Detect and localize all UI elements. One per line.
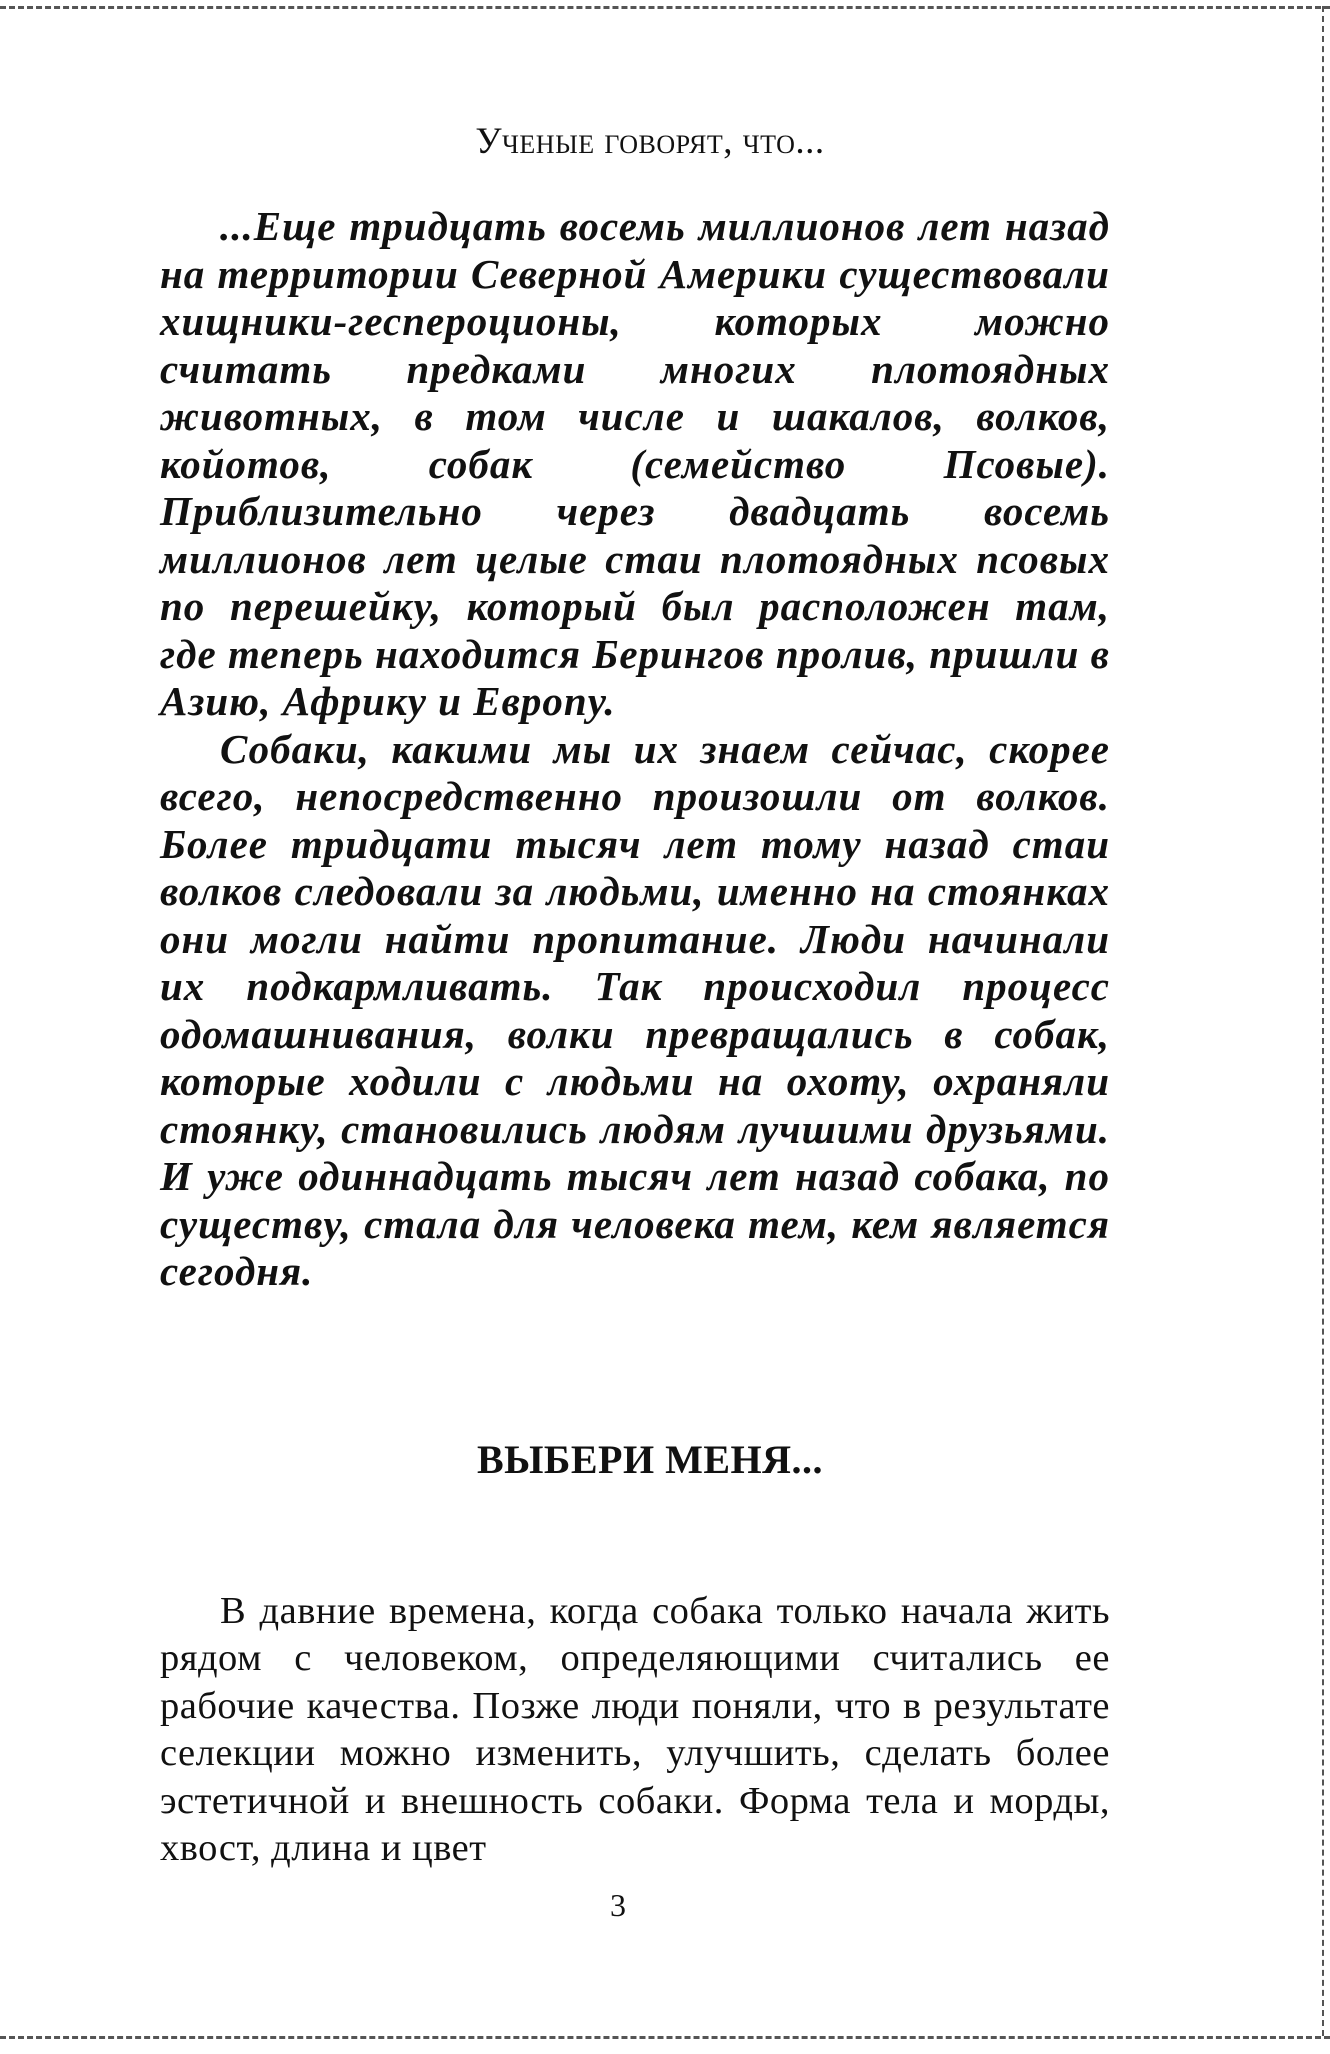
page-number-container <box>0 1887 1330 1924</box>
section-title: ВЫБЕРИ МЕНЯ... <box>476 1436 824 1482</box>
page-edge-bottom <box>0 2036 1330 2039</box>
body-section <box>160 1588 1110 1873</box>
page-edge-top <box>0 6 1330 9</box>
intro-paragraph: Собаки, какими мы их знаем сейчас, скорее всего, непосредственно произошли от волков. Более тридцати тысяч лет тому назад стаи волков следовали за людьми, именно на стоянках они могли найти пропитание. Люди начинали их подкармливать. Так происходил процесс одомашнивания, волки превращались в собак, которые ходили с людьми на охоту, охраняли стоянку, становились людям лучшими друзьями. И уже одиннадцать тысяч лет назад собака, по существу, стала для человека тем, кем является сегодня. <box>160 725 1110 1294</box>
body-paragraph: В давние времена, когда собака только начала жить рядом с человеком, определяющими считались ее рабочие качества. Позже люди поняли, что в результате селекции можно изменить, улучшить, сделать более эстетичной и внешность собаки. Форма тела и морды, хвост, длина и цвет <box>160 1589 1110 1869</box>
running-head: Ученые говорят, что... <box>475 121 825 162</box>
intro-section <box>160 203 1110 1296</box>
intro-paragraph: ...Еще тридцать восемь миллионов лет назад на территории Северной Америки существовали хищники-гесперοционы, которых можно считать предками многих плотоядных животных, в том числе и шакалов, волков, койотов, собак (семейство Псовые). Приблизительно через двадцать восемь миллионов лет целые стаи плотоядных псовых по перешейку, который был расположен там, где теперь находится Берингов пролив, пришли в Азию, Африку и Европу. <box>160 203 1110 724</box>
page-number: 3 <box>610 1887 626 1923</box>
page-edge-right <box>1322 6 1324 2036</box>
book-page <box>160 120 1110 1873</box>
